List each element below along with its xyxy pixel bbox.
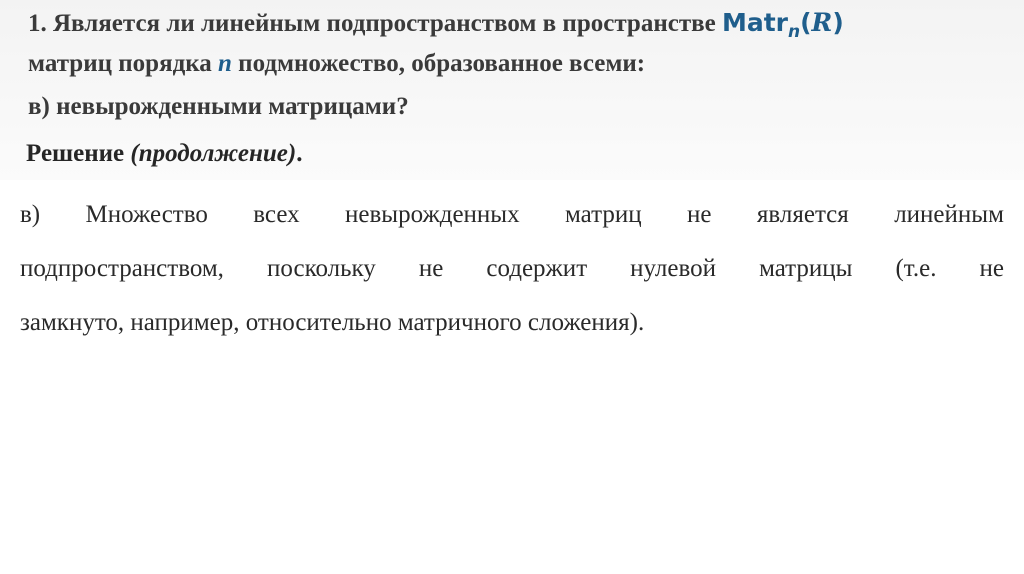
- matrix-space-subscript: n: [788, 22, 801, 42]
- answer-line-3: замкнуто, например, относительно матричного сложения).: [20, 309, 645, 336]
- answer-word: не: [687, 201, 712, 228]
- matrix-space-close-paren: ): [832, 8, 844, 37]
- question-line-1: [28, 8, 844, 42]
- answer-word: подпространством,: [20, 255, 224, 282]
- question-part-c: в) невырожденными матрицами?: [28, 93, 409, 120]
- matrix-order-variable: n: [218, 50, 232, 77]
- matrix-space-open-paren: (: [800, 8, 812, 37]
- solution-continuation-note: (продолжение): [130, 140, 297, 167]
- answer-word: нулевой: [630, 255, 717, 282]
- question-order-label: матриц порядка: [28, 50, 219, 77]
- solution-label: Решение: [26, 140, 131, 167]
- solution-heading: [26, 140, 302, 168]
- answer-word: (т.е.: [895, 255, 937, 282]
- answer-word: линейным: [894, 201, 1004, 228]
- answer-word: Множество: [85, 201, 208, 228]
- answer-word: содержит: [486, 255, 588, 282]
- answer-word: невырожденных: [345, 201, 520, 228]
- matrix-space-field: R: [811, 8, 833, 37]
- answer-word: не: [979, 255, 1004, 282]
- question-subset-text: подмножество, образованное всеми:: [231, 50, 646, 77]
- answer-word: матрицы: [759, 255, 853, 282]
- answer-word: поскольку: [266, 255, 376, 282]
- answer-word: матриц: [565, 201, 642, 228]
- answer-line-2: [20, 242, 1004, 296]
- answer-word: не: [418, 255, 444, 282]
- answer-word: всех: [253, 201, 300, 228]
- matrix-space-notation: [721, 8, 844, 42]
- answer-line-1: [20, 188, 1004, 242]
- solution-period: .: [296, 140, 303, 167]
- answer-paragraph: [20, 188, 1004, 350]
- question-line-2: [28, 50, 645, 78]
- matrix-space-base: Matr: [721, 8, 788, 37]
- answer-word: является: [756, 201, 849, 228]
- question-text-start: 1. Является ли линейным подпространством в пространстве: [28, 10, 722, 37]
- answer-word: в): [20, 201, 41, 228]
